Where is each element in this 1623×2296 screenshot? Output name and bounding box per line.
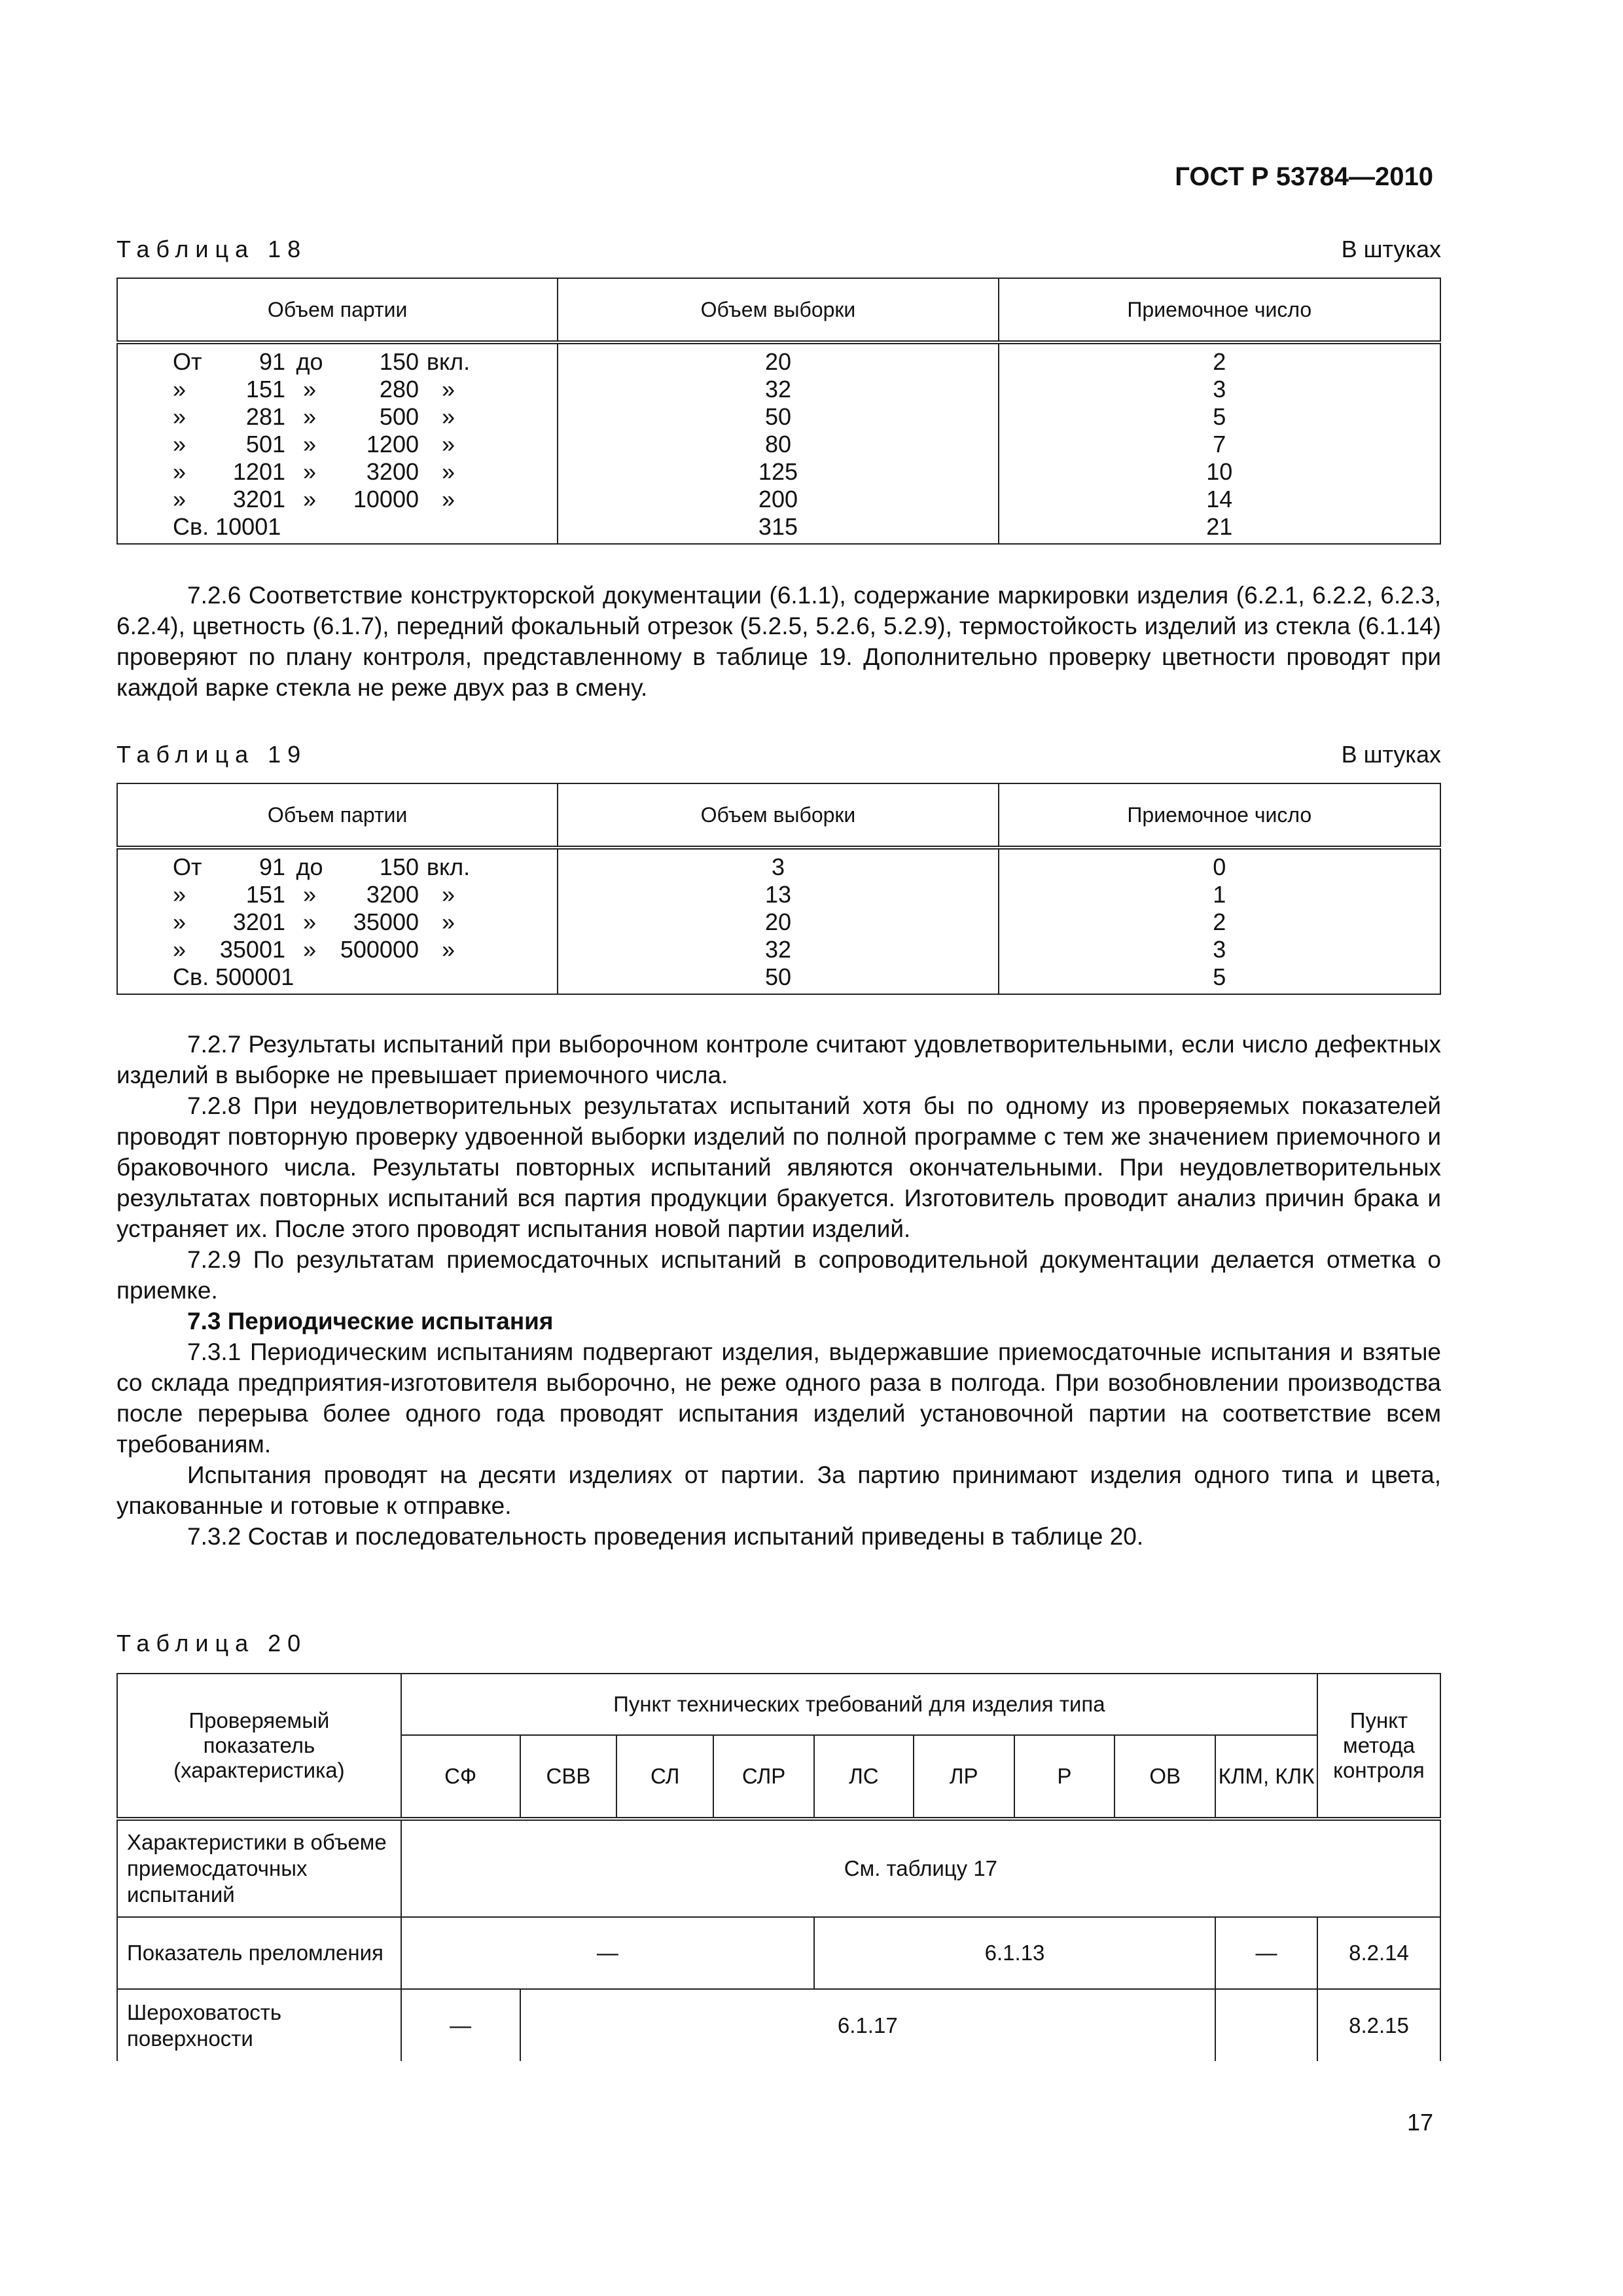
indicator-header: Проверяемый показатель (характеристика)	[117, 1674, 401, 1819]
range-from: 91	[259, 348, 285, 375]
range-from: 3201	[232, 908, 285, 935]
range-suffix: »	[441, 881, 455, 908]
batch-range	[117, 848, 558, 881]
paragraph: 7.2.9 По результатам приемосдаточных испытаний в сопроводительной документации делается отметка о приемке.	[116, 1246, 1441, 1304]
table19-caption-row	[116, 741, 1441, 768]
range-to: 500000	[340, 936, 419, 963]
batch-range	[117, 881, 558, 908]
acceptance-number: 3	[999, 936, 1440, 963]
table-row	[117, 881, 1440, 908]
type-header: СЛР	[713, 1735, 814, 1819]
column-header: Объем партии	[117, 278, 558, 342]
range-sep: »	[302, 403, 317, 430]
paragraph: 7.2.7 Результаты испытаний при выборочном контроле считают удовлетворительными, если число дефектных изделий в выборке не превышает приемочного числа.	[116, 1031, 1441, 1088]
sample-size: 32	[558, 936, 998, 963]
range-prefix: »	[173, 403, 187, 430]
table18-caption-row	[116, 236, 1441, 263]
batch-range	[117, 431, 558, 458]
sample-size: 50	[558, 963, 998, 994]
range-from: 281	[245, 403, 285, 430]
acceptance-number: 7	[999, 431, 1440, 458]
sample-size: 50	[558, 403, 998, 431]
table19-caption: Таблица 19	[116, 741, 308, 768]
paragraph: 7.2.8 При неудовлетворительных результатах испытаний хотя бы по одному из проверяемых показателей проводят повторную проверку удвоенной выборки изделий по полной программе с тем же значением приемочного и браковочного числа. Результаты повторных испытаний являются окончательными. При неудовлетворительных результатах повторных испытаний вся партия продукции бракуется. Изготовитель проводит анализ причин брака и устраняет их. После этого проводят испытания новой партии изделий.	[116, 1092, 1441, 1242]
table-row	[117, 848, 1440, 881]
range-prefix: Св. 10001	[173, 513, 281, 540]
sample-size: 80	[558, 431, 998, 458]
column-header: Объем выборки	[558, 278, 998, 342]
range-suffix: »	[441, 486, 455, 512]
range-sep: »	[302, 881, 317, 908]
range-suffix: вкл.	[426, 348, 471, 375]
range-to: 1200	[366, 431, 419, 457]
batch-range	[117, 936, 558, 963]
cell-dash: —	[401, 1917, 814, 1989]
batch-range	[117, 486, 558, 513]
table18-body	[117, 342, 1440, 544]
range-suffix: »	[441, 458, 455, 485]
row-name: Шероховатость поверхности	[117, 1989, 401, 2061]
table20	[116, 1673, 1441, 2061]
batch-range	[117, 908, 558, 936]
sample-size: 3	[558, 848, 998, 881]
cell-empty	[1215, 1989, 1317, 2061]
range-from: 1201	[232, 458, 285, 485]
table-row	[117, 458, 1440, 486]
table-row	[117, 342, 1440, 376]
acceptance-number: 3	[999, 376, 1440, 403]
range-prefix: »	[173, 486, 187, 512]
page-number: 17	[1406, 2109, 1433, 2136]
range-to: 35000	[353, 908, 419, 935]
batch-range	[117, 963, 558, 994]
cell-method: 8.2.14	[1317, 1917, 1440, 1989]
table19	[116, 783, 1441, 995]
sample-size: 125	[558, 458, 998, 486]
acceptance-number: 2	[999, 342, 1440, 376]
range-from: 3201	[232, 486, 285, 512]
type-header: КЛМ, КЛК	[1215, 1735, 1317, 1819]
method-header: Пункт метода контроля	[1317, 1674, 1440, 1819]
table-row	[117, 431, 1440, 458]
sample-size: 20	[558, 908, 998, 936]
type-header: ОВ	[1115, 1735, 1215, 1819]
table18-caption: Таблица 18	[116, 236, 308, 262]
acceptance-number: 14	[999, 486, 1440, 513]
cell-value: 6.1.17	[520, 1989, 1216, 2061]
range-to: 3200	[366, 881, 419, 908]
range-to: 150	[379, 348, 419, 375]
batch-range	[117, 458, 558, 486]
range-from: 151	[245, 376, 285, 403]
range-sep: до	[296, 853, 323, 880]
range-prefix: »	[173, 431, 187, 457]
range-sep: »	[302, 458, 317, 485]
table18-unit: В штуках	[1341, 236, 1441, 262]
table19-body	[117, 848, 1440, 994]
cell-method: 8.2.15	[1317, 1989, 1440, 2061]
range-to: 500	[379, 403, 419, 430]
paragraph-7-2-6: 7.2.6 Соответствие конструкторской документации (6.1.1), содержание маркировки изделия (6.2.1, 6.2.2, 6.2.3, 6.2.4), цветность (6.1.7), передний фокальный отрезок (5.2.5, 5.2.6, 5.2.9), термостойкость изделий из стекла (6.1.14) проверяют по плану контроля, представленному в таблице 19. Дополнительно проверку цветности проводят при каждой варке стекла не реже двух раз в смену.	[116, 582, 1441, 701]
table-row	[117, 376, 1440, 403]
range-from: 35001	[219, 936, 285, 963]
standard-code: ГОСТ Р 53784—2010	[1175, 162, 1433, 191]
type-group-header: Пункт технических требований для изделия типа	[401, 1674, 1317, 1735]
cell-dash: —	[401, 1989, 520, 2061]
type-header: СФ	[401, 1735, 520, 1819]
row-name: Характеристики в объеме приемосдаточных испытаний	[117, 1819, 401, 1917]
range-to: 10000	[353, 486, 419, 512]
type-header: Р	[1014, 1735, 1115, 1819]
range-suffix: »	[441, 376, 455, 403]
range-suffix: »	[441, 908, 455, 935]
range-sep: »	[302, 936, 317, 963]
acceptance-number: 21	[999, 513, 1440, 544]
table18	[116, 278, 1441, 545]
range-from: 501	[245, 431, 285, 457]
type-header: СВВ	[520, 1735, 617, 1819]
range-sep: »	[302, 431, 317, 457]
column-header: Приемочное число	[999, 783, 1440, 848]
range-to: 3200	[366, 458, 419, 485]
body-text	[116, 1029, 1441, 1552]
acceptance-number: 10	[999, 458, 1440, 486]
cell-dash: —	[1215, 1917, 1317, 1989]
range-prefix: »	[173, 908, 187, 935]
range-sep: до	[296, 348, 323, 375]
table-row	[117, 908, 1440, 936]
table-row	[117, 963, 1440, 994]
range-prefix: От	[173, 348, 202, 375]
table20-caption-row	[116, 1630, 1441, 1657]
acceptance-number: 1	[999, 881, 1440, 908]
range-prefix: От	[173, 853, 202, 880]
range-from: 151	[245, 881, 285, 908]
range-sep: »	[302, 486, 317, 512]
section-heading: 7.3 Периодические испытания	[187, 1308, 554, 1335]
acceptance-number: 0	[999, 848, 1440, 881]
batch-range	[117, 513, 558, 544]
range-suffix: »	[441, 403, 455, 430]
see-table-17: См. таблицу 17	[401, 1819, 1440, 1917]
paragraph: 7.3.1 Периодическим испытаниям подвергают изделия, выдержавшие приемосдаточные испытания и взятые со склада предприятия-изготовителя выборочно, не реже одного раза в полгода. При возобновлении производства после перерыва более одного года проводят испытания изделий установочной партии на соответствие всем требованиям.	[116, 1338, 1441, 1458]
batch-range	[117, 342, 558, 376]
column-header: Объем партии	[117, 783, 558, 848]
table-row	[117, 486, 1440, 513]
type-header: ЛС	[814, 1735, 914, 1819]
range-prefix: »	[173, 376, 187, 403]
sample-size: 13	[558, 881, 998, 908]
table-row	[117, 513, 1440, 544]
cell-value: 6.1.13	[814, 1917, 1215, 1989]
range-suffix: »	[441, 936, 455, 963]
type-header: ЛР	[914, 1735, 1014, 1819]
range-sep: »	[302, 908, 317, 935]
table20-caption: Таблица 20	[116, 1630, 308, 1657]
acceptance-number: 2	[999, 908, 1440, 936]
range-sep: »	[302, 376, 317, 403]
type-header: СЛ	[616, 1735, 713, 1819]
batch-range	[117, 403, 558, 431]
range-suffix: »	[441, 431, 455, 457]
acceptance-number: 5	[999, 403, 1440, 431]
range-to: 280	[379, 376, 419, 403]
row-name: Показатель преломления	[117, 1917, 401, 1989]
acceptance-number: 5	[999, 963, 1440, 994]
sample-size: 315	[558, 513, 998, 544]
range-to: 150	[379, 853, 419, 880]
column-header: Приемочное число	[999, 278, 1440, 342]
paragraph: 7.3.2 Состав и последовательность проведения испытаний приведены в таблице 20.	[187, 1523, 1144, 1550]
paragraph: Испытания проводят на десяти изделиях от партии. За партию принимают изделия одного типа и цвета, упакованные и готовые к отправке.	[116, 1462, 1441, 1519]
table19-unit: В штуках	[1341, 741, 1441, 768]
range-from: 91	[259, 853, 285, 880]
table-row	[117, 403, 1440, 431]
sample-size: 32	[558, 376, 998, 403]
range-prefix: »	[173, 458, 187, 485]
sample-size: 200	[558, 486, 998, 513]
range-prefix: »	[173, 936, 187, 963]
range-prefix: Св. 500001	[173, 963, 294, 990]
sample-size: 20	[558, 342, 998, 376]
table-row	[117, 936, 1440, 963]
batch-range	[117, 376, 558, 403]
range-prefix: »	[173, 881, 187, 908]
column-header: Объем выборки	[558, 783, 998, 848]
range-suffix: вкл.	[426, 853, 471, 880]
